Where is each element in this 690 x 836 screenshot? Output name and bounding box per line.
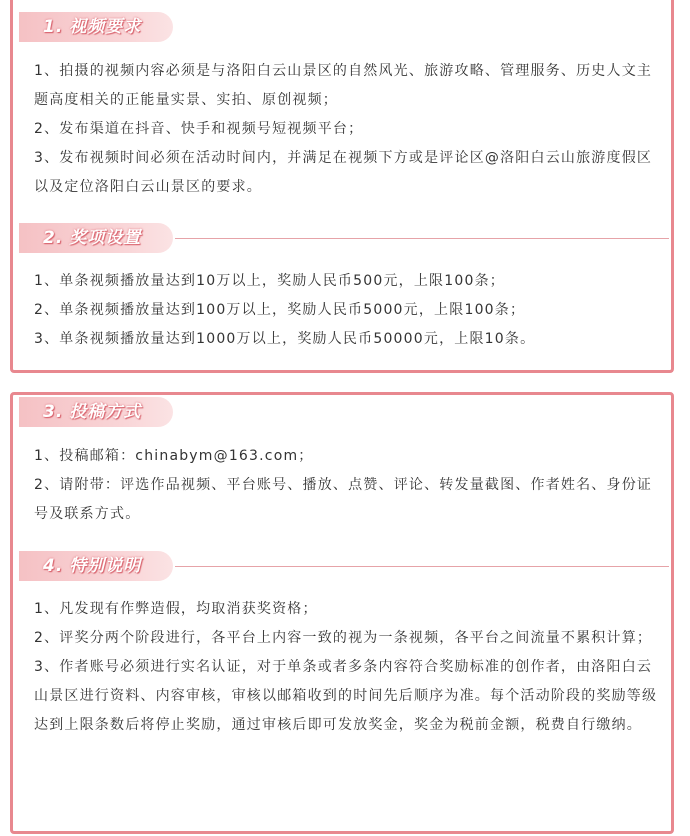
rules-card-2 (10, 392, 674, 834)
list-item: 3、单条视频播放量达到1000万以上，奖励人民币50000元，上限10条。 (34, 331, 536, 347)
section-header-submission (19, 397, 669, 427)
section-body-submission (34, 442, 664, 529)
list-item: 2、发布渠道在抖音、快手和视频号短视频平台； (34, 121, 364, 137)
section-title: 4. 特别说明 (43, 556, 142, 576)
section-divider (175, 238, 669, 239)
rules-card-1 (10, 0, 674, 373)
list-item: 3、发布视频时间必须在活动时间内，并满足在视频下方或是评论区@洛阳白云山旅游度假区以及定位洛阳白云山景区的要求。 (34, 150, 653, 195)
section-body-video-requirements (34, 57, 664, 202)
list-item: 3、作者账号必须进行实名认证，对于单条或者多条内容符合奖励标准的创作者，由洛阳白云山景区进行资料、内容审核，审核以邮箱收到的时间先后顺序为准。每个活动阶段的奖励等级达到上限条数后将停止奖励，通过审核后即可发放奖金，奖金为税前金额，税费自行缴纳。 (34, 659, 658, 733)
section-header-video-requirements (19, 12, 669, 42)
section-title: 3. 投稿方式 (43, 402, 142, 422)
section-divider (175, 566, 669, 567)
section-header-award-settings (19, 223, 669, 253)
section-header-special-notes (19, 551, 669, 581)
list-item: 2、评奖分两个阶段进行，各平台上内容一致的视为一条视频，各平台之间流量不累积计算； (34, 630, 653, 646)
section-title: 1. 视频要求 (43, 17, 142, 37)
list-item: 1、投稿邮箱：chinabym@163.com； (34, 448, 314, 464)
list-item: 2、单条视频播放量达到100万以上，奖励人民币5000元，上限100条； (34, 302, 526, 318)
list-item: 1、凡发现有作弊造假，均取消获奖资格； (34, 601, 318, 617)
section-body-special-notes (34, 595, 664, 740)
section-body-award-settings (34, 267, 664, 354)
list-item: 2、请附带：评选作品视频、平台账号、播放、点赞、评论、转发量截图、作者姓名、身份证号及联系方式。 (34, 477, 653, 522)
section-title: 2. 奖项设置 (43, 228, 142, 248)
list-item: 1、拍摄的视频内容必须是与洛阳白云山景区的自然风光、旅游攻略、管理服务、历史人文主题高度相关的正能量实景、实拍、原创视频； (34, 63, 653, 108)
list-item: 1、单条视频播放量达到10万以上，奖励人民币500元，上限100条； (34, 273, 505, 289)
